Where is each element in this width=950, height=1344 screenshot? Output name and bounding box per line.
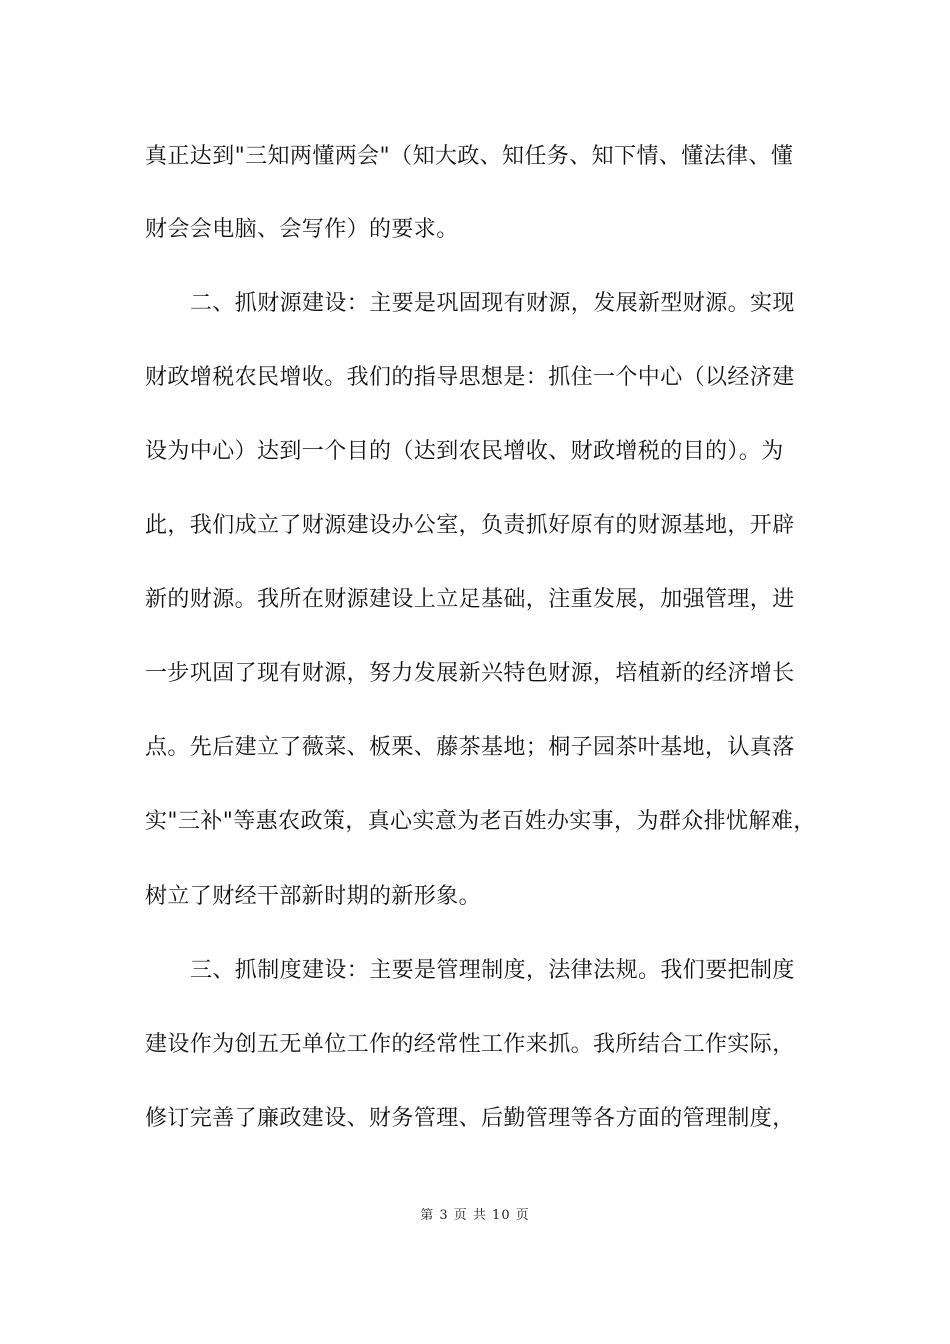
text-line: 点。先后建立了薇菜、板栗、藤茶基地；桐子园茶叶基地，认真落 xyxy=(145,735,795,760)
text-line: 树立了财经干部新时期的新形象。 xyxy=(145,884,482,909)
paragraph-heading-line: 二、抓财源建设：主要是巩固现有财源，发展新型财源。实现 xyxy=(190,291,795,316)
text-line: 新的财源。我所在财源建设上立足基础，注重发展，加强管理，进 xyxy=(145,587,795,612)
text-line: 建设作为创五无单位工作的经常性工作来抓。我所结合工作实际， xyxy=(145,1032,795,1057)
text-line: 一步巩固了现有财源，努力发展新兴特色财源，培植新的经济增长 xyxy=(145,661,795,686)
text-line: 修订完善了廉政建设、财务管理、后勤管理等各方面的管理制度， xyxy=(145,1106,795,1131)
page-number-footer: 第 3 页 共 10 页 xyxy=(420,1208,530,1223)
text-line: 此，我们成立了财源建设办公室，负责抓好原有的财源基地，开辟 xyxy=(145,513,795,538)
text-line: 财政增税农民增收。我们的指导思想是：抓住一个中心（以经济建 xyxy=(145,365,795,390)
paragraph-heading-line: 三、抓制度建设：主要是管理制度，法律法规。我们要把制度 xyxy=(190,958,795,983)
text-line: 设为中心）达到一个目的（达到农民增收、财政增税的目的）。为 xyxy=(145,439,784,464)
text-line: 真正达到"三知两懂两会"（知大政、知任务、知下情、懂法律、懂 xyxy=(145,144,794,169)
text-line: 实"三补"等惠农政策，真心实意为老百姓办实事，为群众排忧解难， xyxy=(145,809,816,834)
text-line: 财会会电脑、会写作）的要求。 xyxy=(145,217,459,242)
